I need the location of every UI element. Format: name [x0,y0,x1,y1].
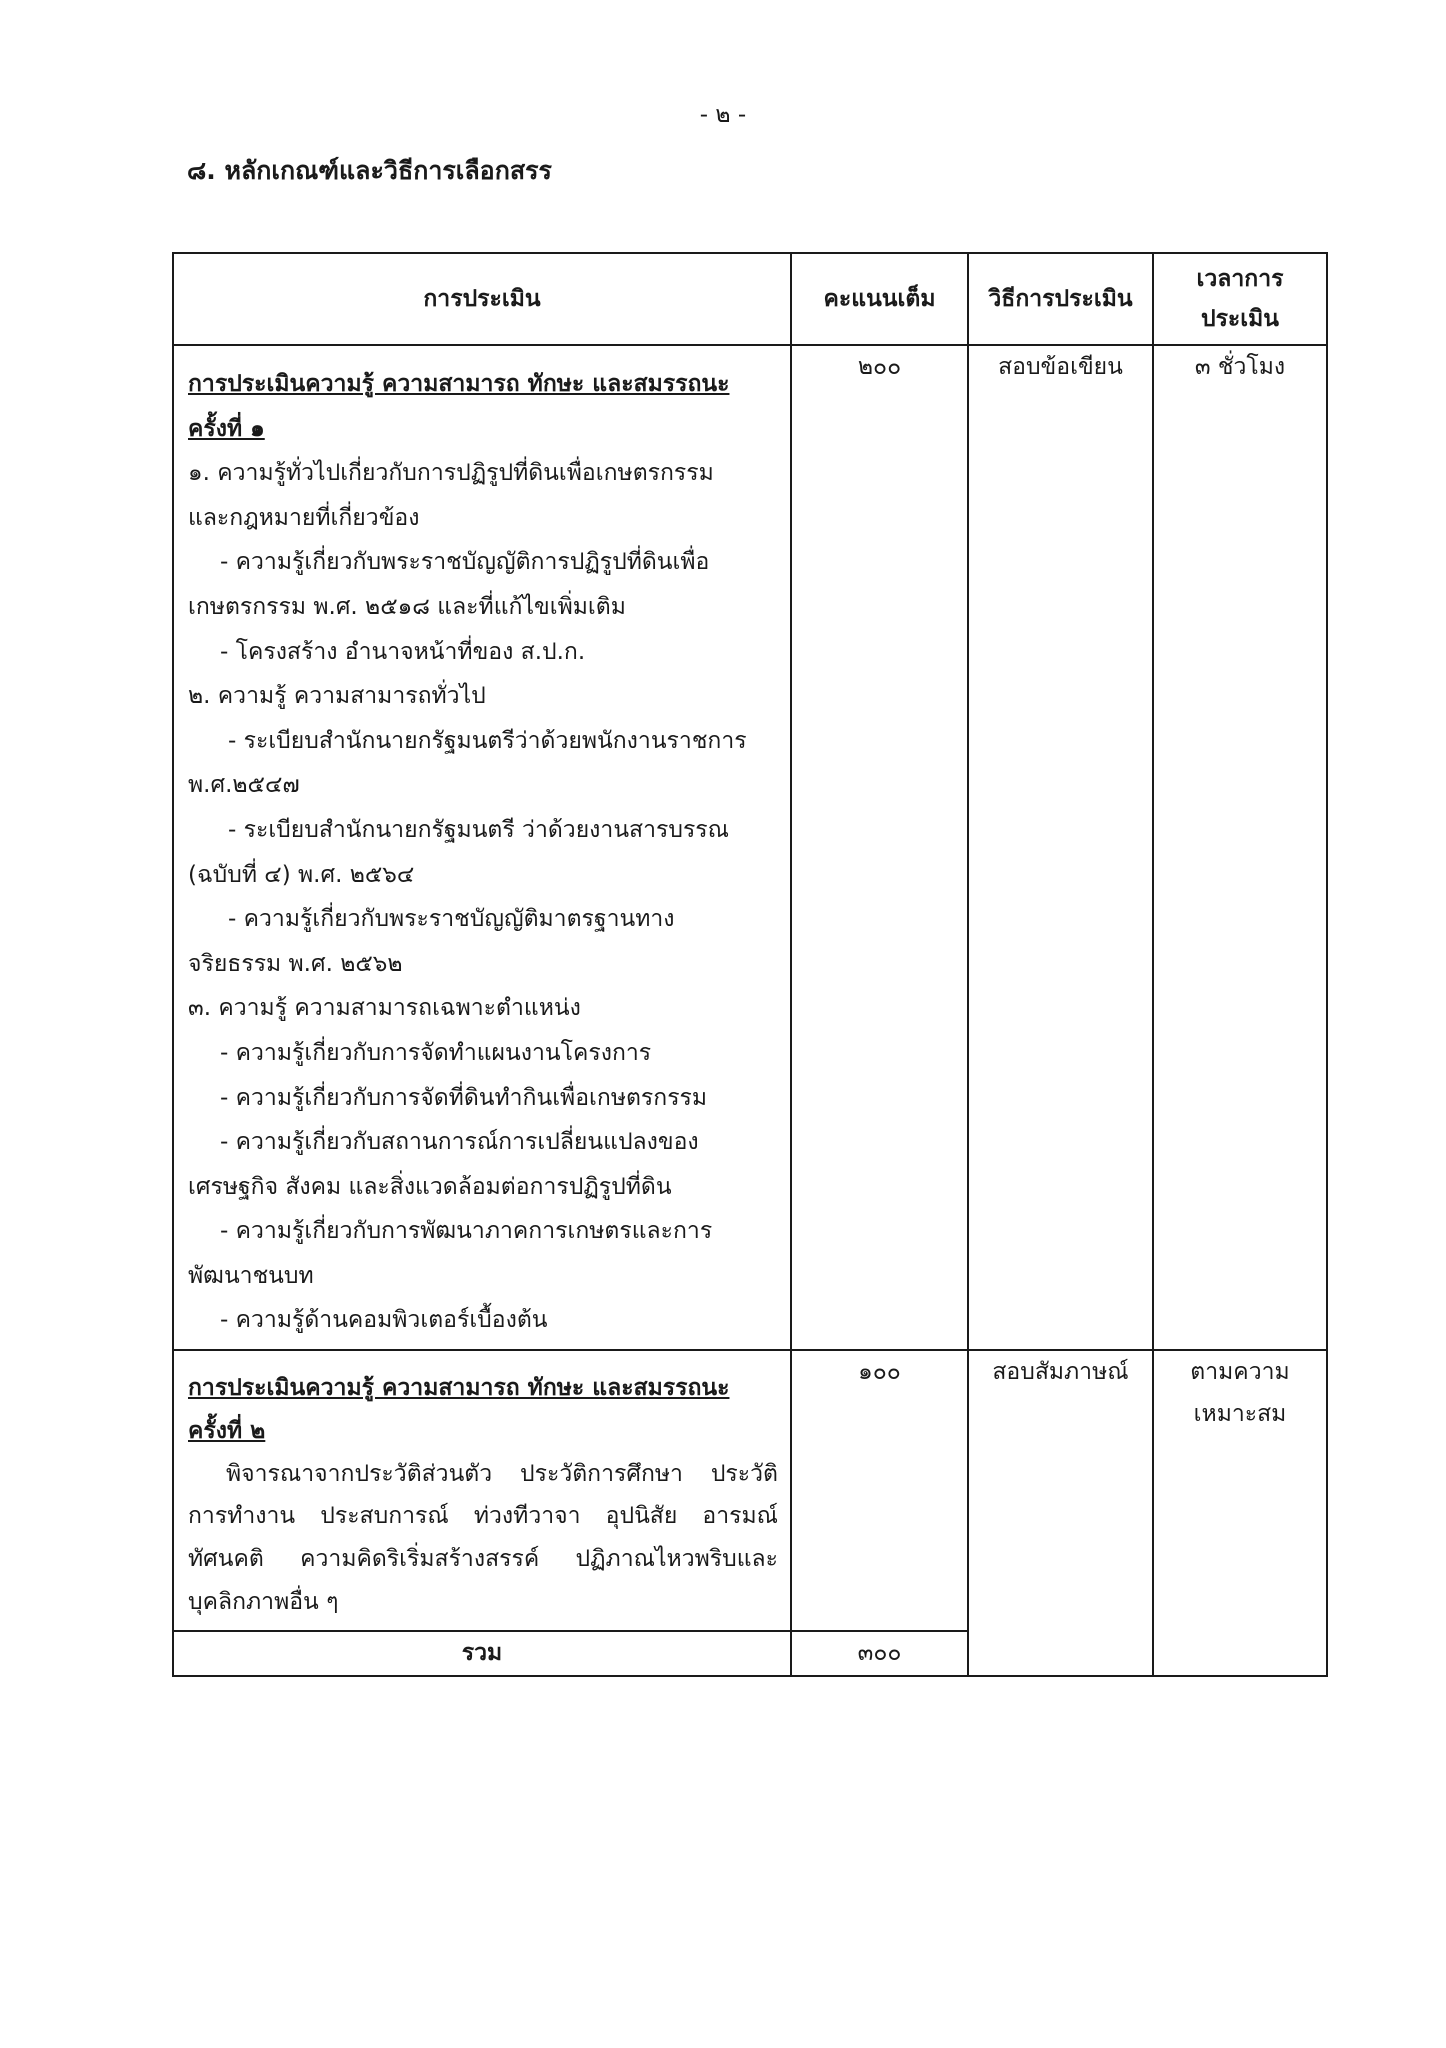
assessment-cell [173,1350,791,1631]
total-label: รวม [173,1631,791,1676]
time-cell [1153,1350,1327,1676]
header-method: วิธีการประเมิน [968,253,1153,345]
table-row [173,1350,1327,1631]
content-line: - ความรู้เกี่ยวกับพระราชบัญญัติมาตรฐานทาง [228,906,675,933]
assessment-title-line1: การประเมินความรู้ ความสามารถ ทักษะ และสมรรถนะ [188,371,730,397]
content-line: - ความรู้เกี่ยวกับการพัฒนาภาคการเกษตรและการ [220,1218,713,1245]
total-score: ๓๐๐ [791,1631,968,1676]
assessment-title-line2: ครั้งที่ ๒ [188,1417,266,1444]
score-cell: ๑๐๐ [791,1350,968,1631]
content-line: ๓. ความรู้ ความสามารถเฉพาะตำแหน่ง [188,995,581,1022]
time-cell: ๓ ชั่วโมง [1153,345,1327,1350]
header-time-line1: เวลาการ [1196,266,1284,292]
content-line: - ความรู้เกี่ยวกับสถานการณ์การเปลี่ยนแปลงของ [220,1129,699,1156]
assessment-title-line2: ครั้งที่ ๑ [188,415,265,442]
content-line: จริยธรรม พ.ศ. ๒๕๖๒ [188,950,403,977]
header-full-score: คะแนนเต็ม [791,253,968,345]
content-line: - ระเบียบสำนักนายกรัฐมนตรีว่าด้วยพนักงานราชการ [228,727,747,754]
method-cell: สอบสัมภาษณ์ [968,1350,1153,1676]
section-heading: ๘. หลักเกณฑ์และวิธีการเลือกสรร [187,156,552,185]
header-assessment: การประเมิน [173,253,791,345]
content-line: และกฎหมายที่เกี่ยวข้อง [188,504,420,531]
content-line: พ.ศ.๒๕๔๗ [188,772,300,799]
content-line: พิจารณาจากประวัติส่วนตัว ประวัติการศึกษา ประวัติ [226,1460,778,1487]
content-line: ทัศนคติ ความคิดริเริ่มสร้างสรรค์ ปฏิภาณไหวพริบและ [188,1546,778,1573]
table-row [173,345,1327,1350]
assessment-cell [173,345,791,1350]
content-line: บุคลิกภาพอื่น ๆ [188,1589,339,1616]
method-cell: สอบข้อเขียน [968,345,1153,1350]
content-line: ๒. ความรู้ ความสามารถทั่วไป [188,683,486,710]
content-line: - ความรู้เกี่ยวกับพระราชบัญญัติการปฏิรูปที่ดินเพื่อ [220,549,710,576]
content-line: - ความรู้เกี่ยวกับการจัดที่ดินทำกินเพื่อเกษตรกรรม [220,1084,708,1111]
header-time-line2: ประเมิน [1200,306,1280,332]
content-line: (ฉบับที่ ๔) พ.ศ. ๒๕๖๔ [188,861,415,888]
content-line: ๑. ความรู้ทั่วไปเกี่ยวกับการปฏิรูปที่ดินเพื่อเกษตรกรรม [188,460,714,487]
content-line: การทำงาน ประสบการณ์ ท่วงทีวาจา อุปนิสัย อารมณ์ [188,1503,778,1530]
content-line: พัฒนาชนบท [188,1262,314,1289]
content-line: - ระเบียบสำนักนายกรัฐมนตรี ว่าด้วยงานสารบรรณ [228,816,730,843]
assessment-title-line1: การประเมินความรู้ ความสามารถ ทักษะ และสมรรถนะ [188,1375,730,1402]
score-cell: ๒๐๐ [791,345,968,1350]
content-line: - โครงสร้าง อำนาจหน้าที่ของ ส.ป.ก. [220,638,586,665]
time-line2: เหมาะสม [1193,1401,1287,1428]
content-line: - ความรู้เกี่ยวกับการจัดทำแผนงานโครงการ [220,1039,652,1066]
table-header-row [173,253,1327,345]
selection-criteria-table [172,252,1328,1677]
page-number: - ๒ - [699,102,747,128]
time-line1: ตามความ [1190,1359,1290,1386]
header-time [1153,253,1327,345]
content-line: - ความรู้ด้านคอมพิวเตอร์เบื้องต้น [220,1307,548,1334]
content-line: เกษตรกรรม พ.ศ. ๒๕๑๘ และที่แก้ไขเพิ่มเติม [188,593,626,620]
content-line: เศรษฐกิจ สังคม และสิ่งแวดล้อมต่อการปฏิรูปที่ดิน [188,1173,672,1200]
